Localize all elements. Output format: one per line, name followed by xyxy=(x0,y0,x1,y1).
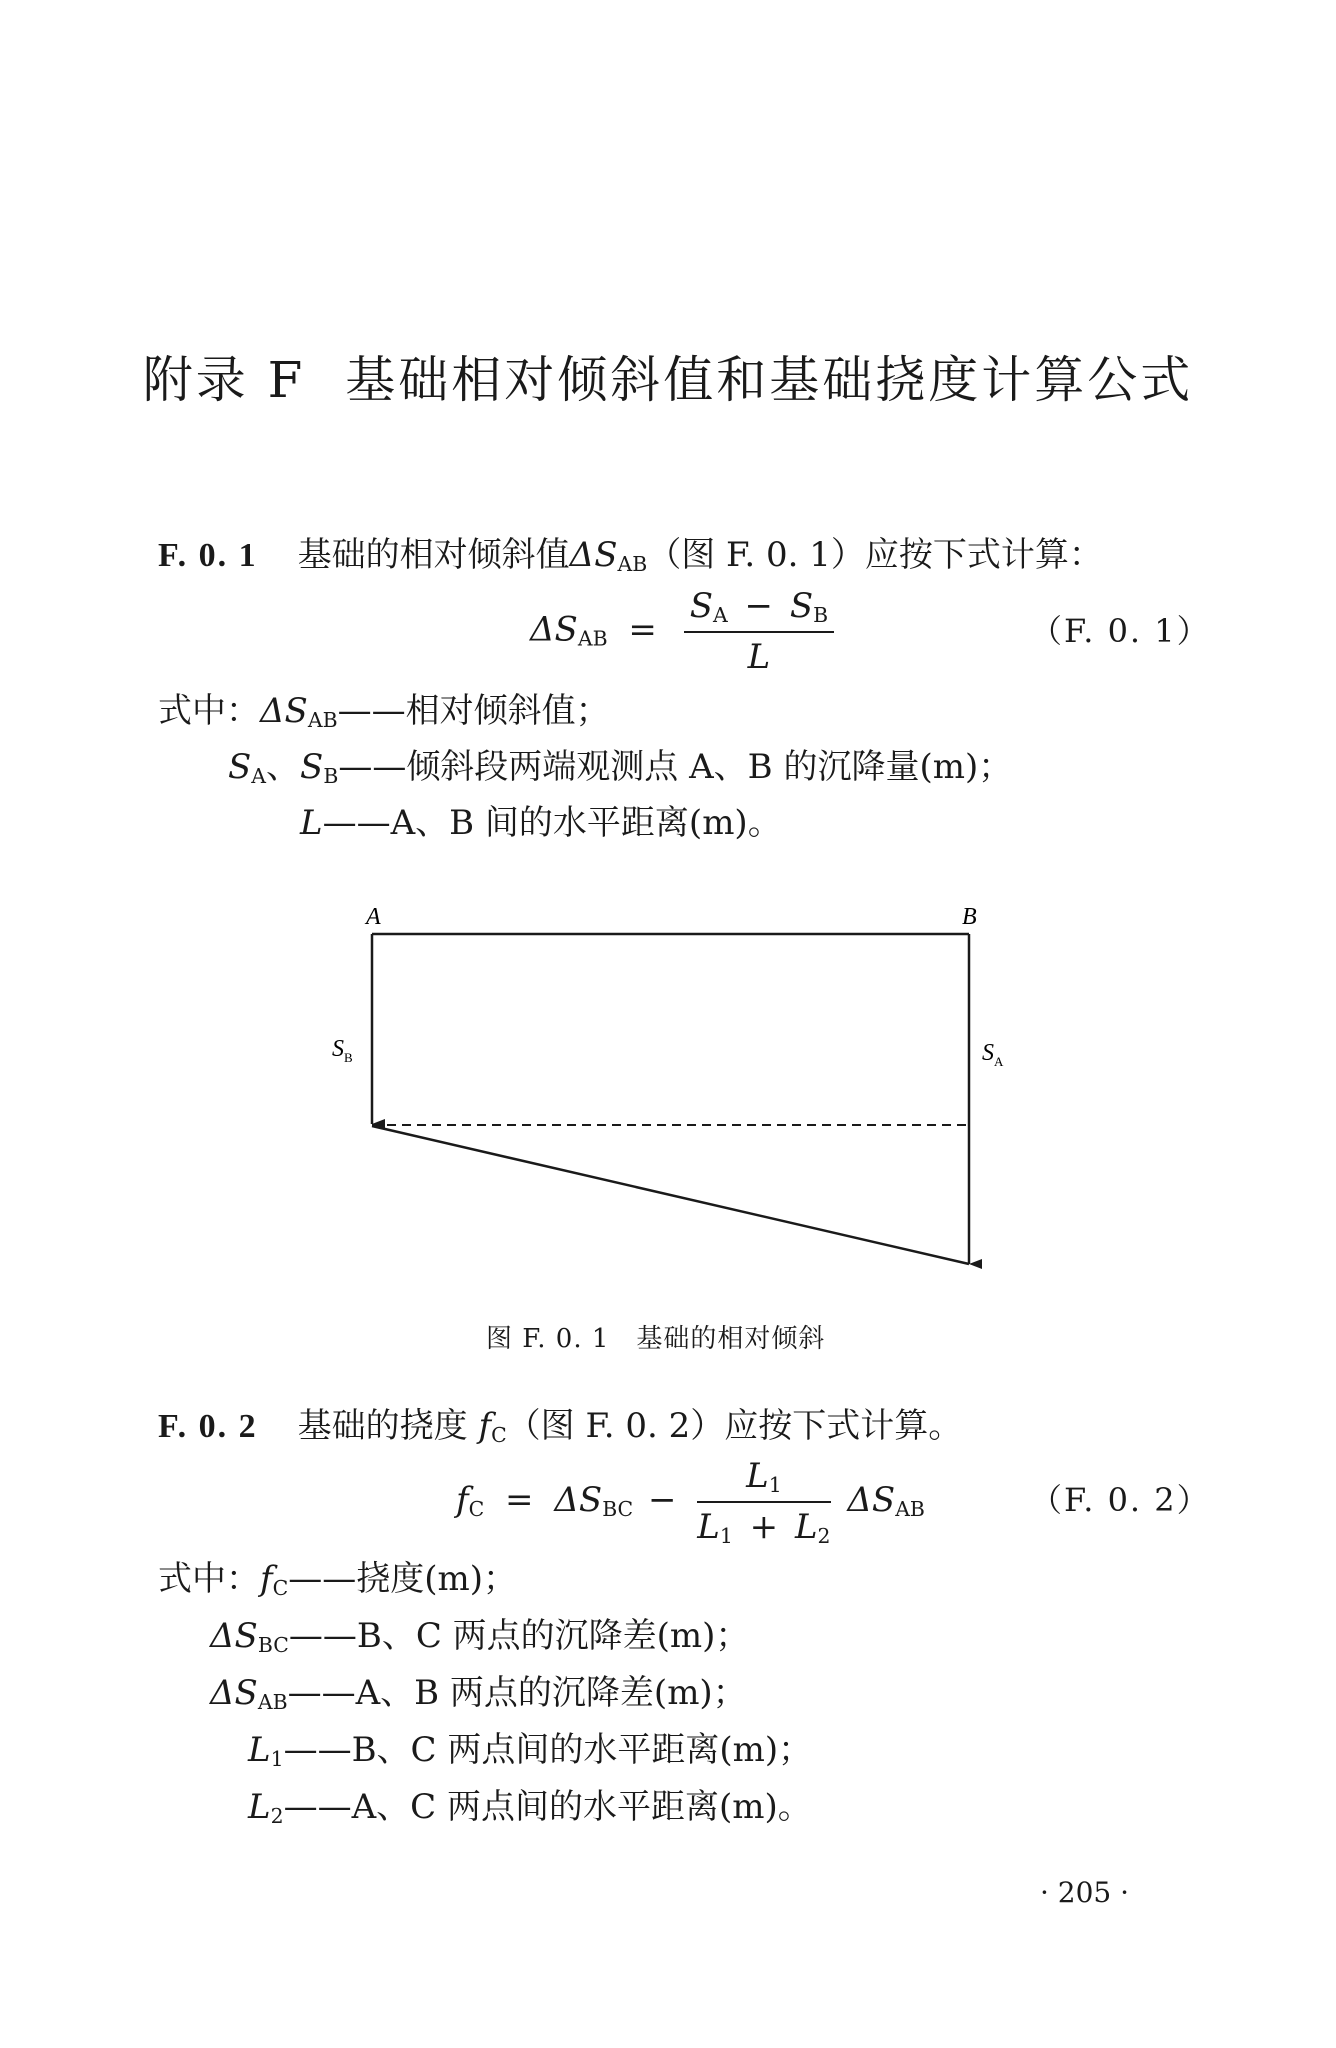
appendix-label: 附录 F xyxy=(142,351,306,409)
point-b-label: B xyxy=(962,904,977,930)
definition-1: 式中：$f_C——$挠度(m)； xyxy=(158,1559,517,1601)
definition-5: $L_2——A$、C 两点间的水平距离(m)。 xyxy=(248,1787,812,1829)
tilted-foundation-line xyxy=(372,1126,969,1264)
formula-f01: $\Delta S_{AB}$ = $\frac{S_A - S_B}{L}$ xyxy=(530,586,840,677)
definition-2: $S_A$、$S_B——$倾斜段两端观测点 A、B 的沉降量(m)； xyxy=(228,747,1013,789)
appendix-title: 基础相对倾斜值和基础挠度计算公式 xyxy=(345,351,1194,409)
definition-2: $\Delta S_{BC}——B$、C 两点的沉降差(m)； xyxy=(210,1616,750,1658)
equation-number: （F. 0. 1） xyxy=(1030,612,1211,650)
equation-number: （F. 0. 2） xyxy=(1030,1481,1211,1519)
definition-1: 式中：$\Delta S_{AB}——$相对倾斜值； xyxy=(158,691,610,733)
clause-f02: F. 0. 2 基础的挠度 $f_C$（图 F. 0. 2）应按下式计算。 xyxy=(158,1406,963,1448)
definition-3: $\Delta S_{AB}——A$、B 两点的沉降差(m)； xyxy=(210,1673,747,1715)
fraction: $\frac{S_A - S_B}{L}$ xyxy=(684,586,834,677)
clause-f01: F. 0. 1 基础的相对倾斜值$\Delta S_{AB}$（图 F. 0. 1）应按下式计算： xyxy=(158,535,1103,577)
clause-number: F. 0. 2 xyxy=(158,1408,258,1445)
sa-label: $S_A$ xyxy=(982,1040,1004,1069)
point-a-label: A xyxy=(366,904,381,930)
figure-caption: 图 F. 0. 1 基础的相对倾斜 xyxy=(486,1324,826,1354)
definition-3: L——A、B 间的水平距离(m)。 xyxy=(300,803,782,843)
definition-4: $L_1——B$、C 两点间的水平距离(m)； xyxy=(248,1730,813,1772)
clause-number: F. 0. 1 xyxy=(158,537,258,574)
fraction: $\frac{L_1}{L_1 + L_2}$ xyxy=(697,1456,831,1549)
page-number: · 205 · xyxy=(1040,1876,1130,1909)
sb-label: $S_B$ xyxy=(332,1036,353,1065)
formula-f02: $f_C = \Delta S_{BC}$ − $\frac{L_1}{L_1 + L_2}$ $\Delta S_{AB}$ xyxy=(456,1456,925,1549)
